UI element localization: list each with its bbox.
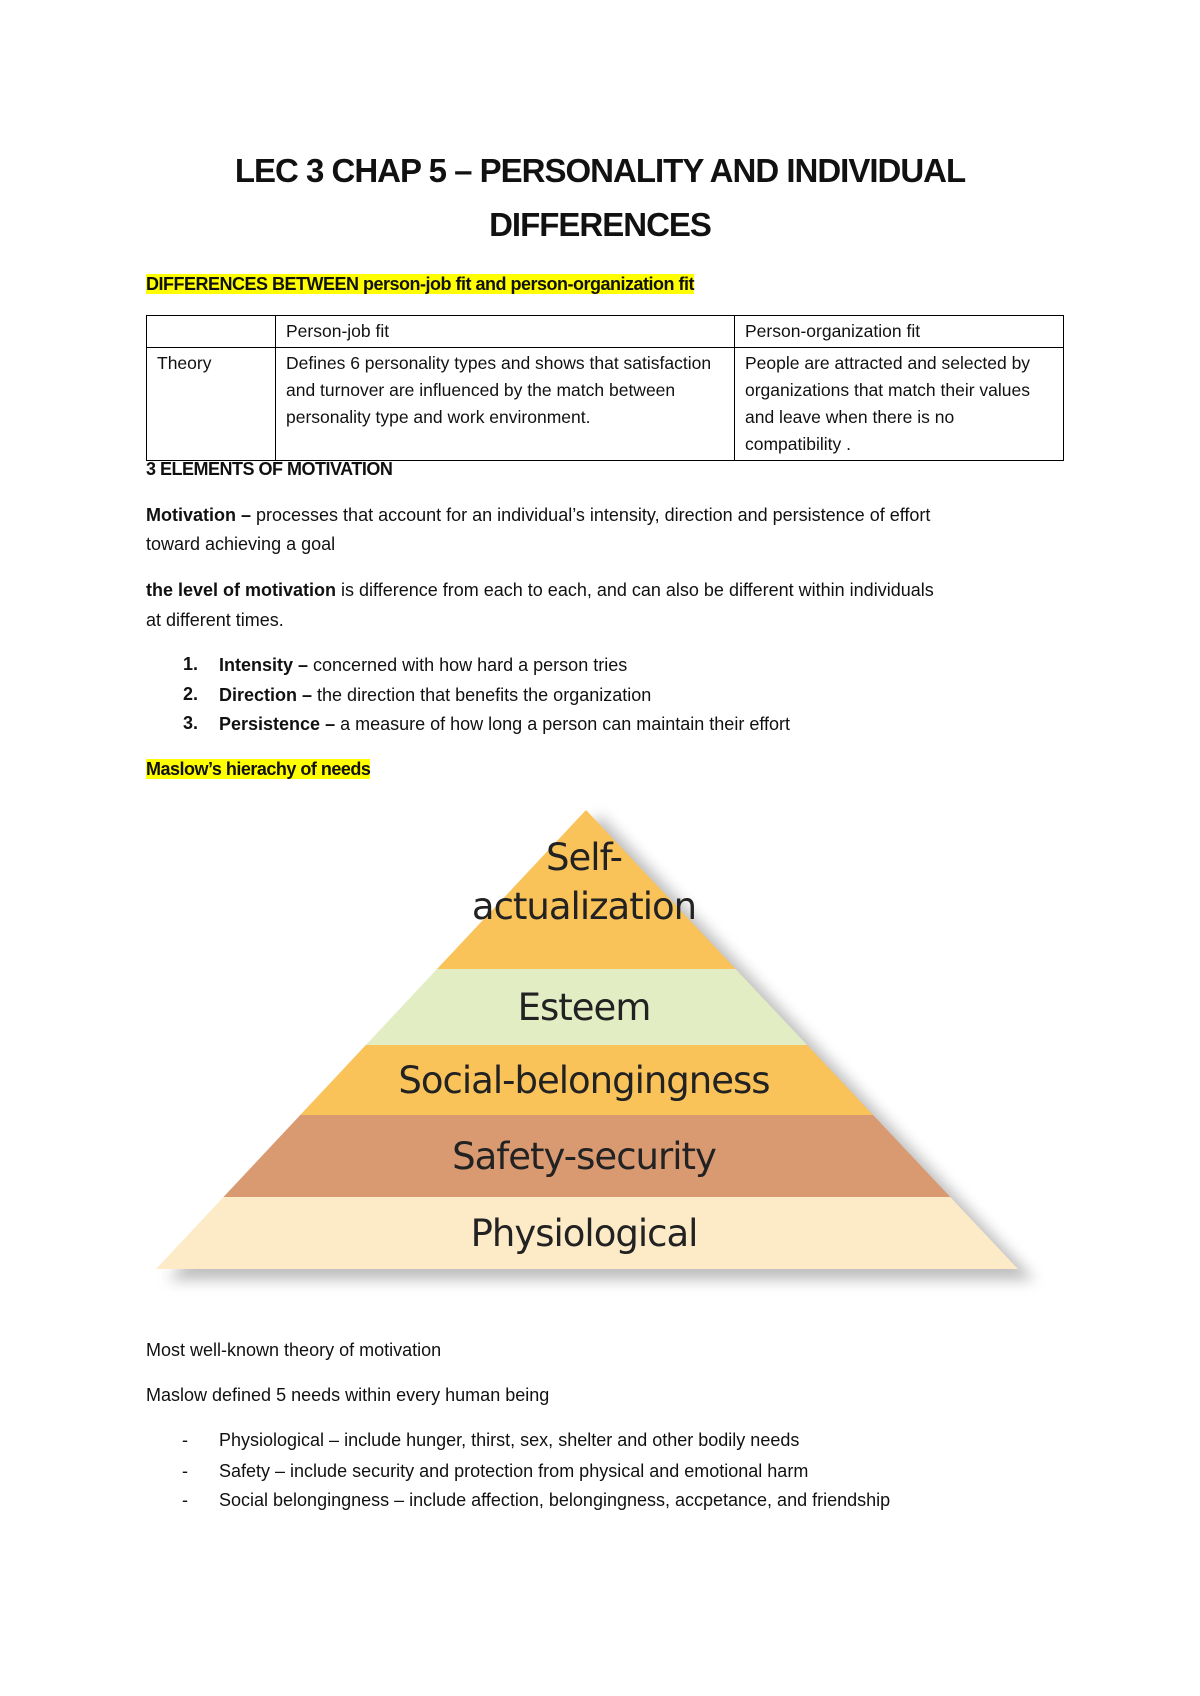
pyramid-label: Esteem [517,986,651,1029]
list-text: concerned with how hard a person tries [313,655,628,675]
list-item: Physiological – include hunger, thirst, sex, shelter and other bodily needs [219,1430,800,1450]
list-text: a measure of how long a person can maintain their effort [340,714,791,734]
level-term: the level of motivation [146,580,337,600]
page-title-line2: DIFFERENCES [489,206,711,243]
list-number: 2. [183,684,199,704]
list-number: 1. [183,654,199,674]
dash-bullet: - [182,1430,188,1450]
maslow-line1: Most well-known theory of motivation [146,1340,442,1360]
table-header-cell: Person-organization fit [735,316,1064,348]
pyramid-label: actualization [471,885,697,928]
list-item: Social belongingness – include affection, belongingness, accpetance, and friendship [219,1490,891,1510]
list-term: Persistence – [219,714,341,734]
fit-heading: DIFFERENCES BETWEEN person-job fit and person-organization fit [146,274,694,294]
table-cell: Theory [147,348,276,461]
page-title: LEC 3 CHAP 5 – PERSONALITY AND INDIVIDUAL [234,152,966,189]
maslow-heading: Maslow’s hierachy of needs [146,759,371,779]
table-cell: Defines 6 personality types and shows that satisfaction and turnover are influenced by the match between personality type and work environment. [276,348,735,461]
motivation-heading: 3 ELEMENTS OF MOTIVATION [146,459,393,479]
table-cell: People are attracted and selected by organizations that match their values and leave when there is no compatibility . [735,348,1064,461]
maslow-line2: Maslow defined 5 needs within every human being [146,1385,550,1405]
list-number: 3. [183,713,199,733]
level-text-cont: at different times. [146,610,284,630]
list-term: Intensity – [219,655,314,675]
table-header-cell: Person-job fit [276,316,735,348]
motivation-definition: processes that account for an individual’s intensity, direction and persistence of effort [256,505,931,525]
pyramid-label: Safety-security [452,1135,716,1178]
pyramid-label: Self- [546,836,622,879]
motivation-definition-cont: toward achieving a goal [146,534,336,554]
dash-bullet: - [182,1490,188,1510]
pyramid-label: Physiological [470,1212,698,1255]
list-item: Safety – include security and protection from physical and emotional harm [219,1461,809,1481]
level-text: is difference from each to each, and can also be different within individuals [336,580,934,600]
list-text: the direction that benefits the organization [317,685,652,705]
pyramid-label: Social-belongingness [398,1059,770,1102]
list-term: Direction – [219,685,318,705]
dash-bullet: - [182,1461,188,1481]
motivation-term: Motivation – [146,505,257,525]
